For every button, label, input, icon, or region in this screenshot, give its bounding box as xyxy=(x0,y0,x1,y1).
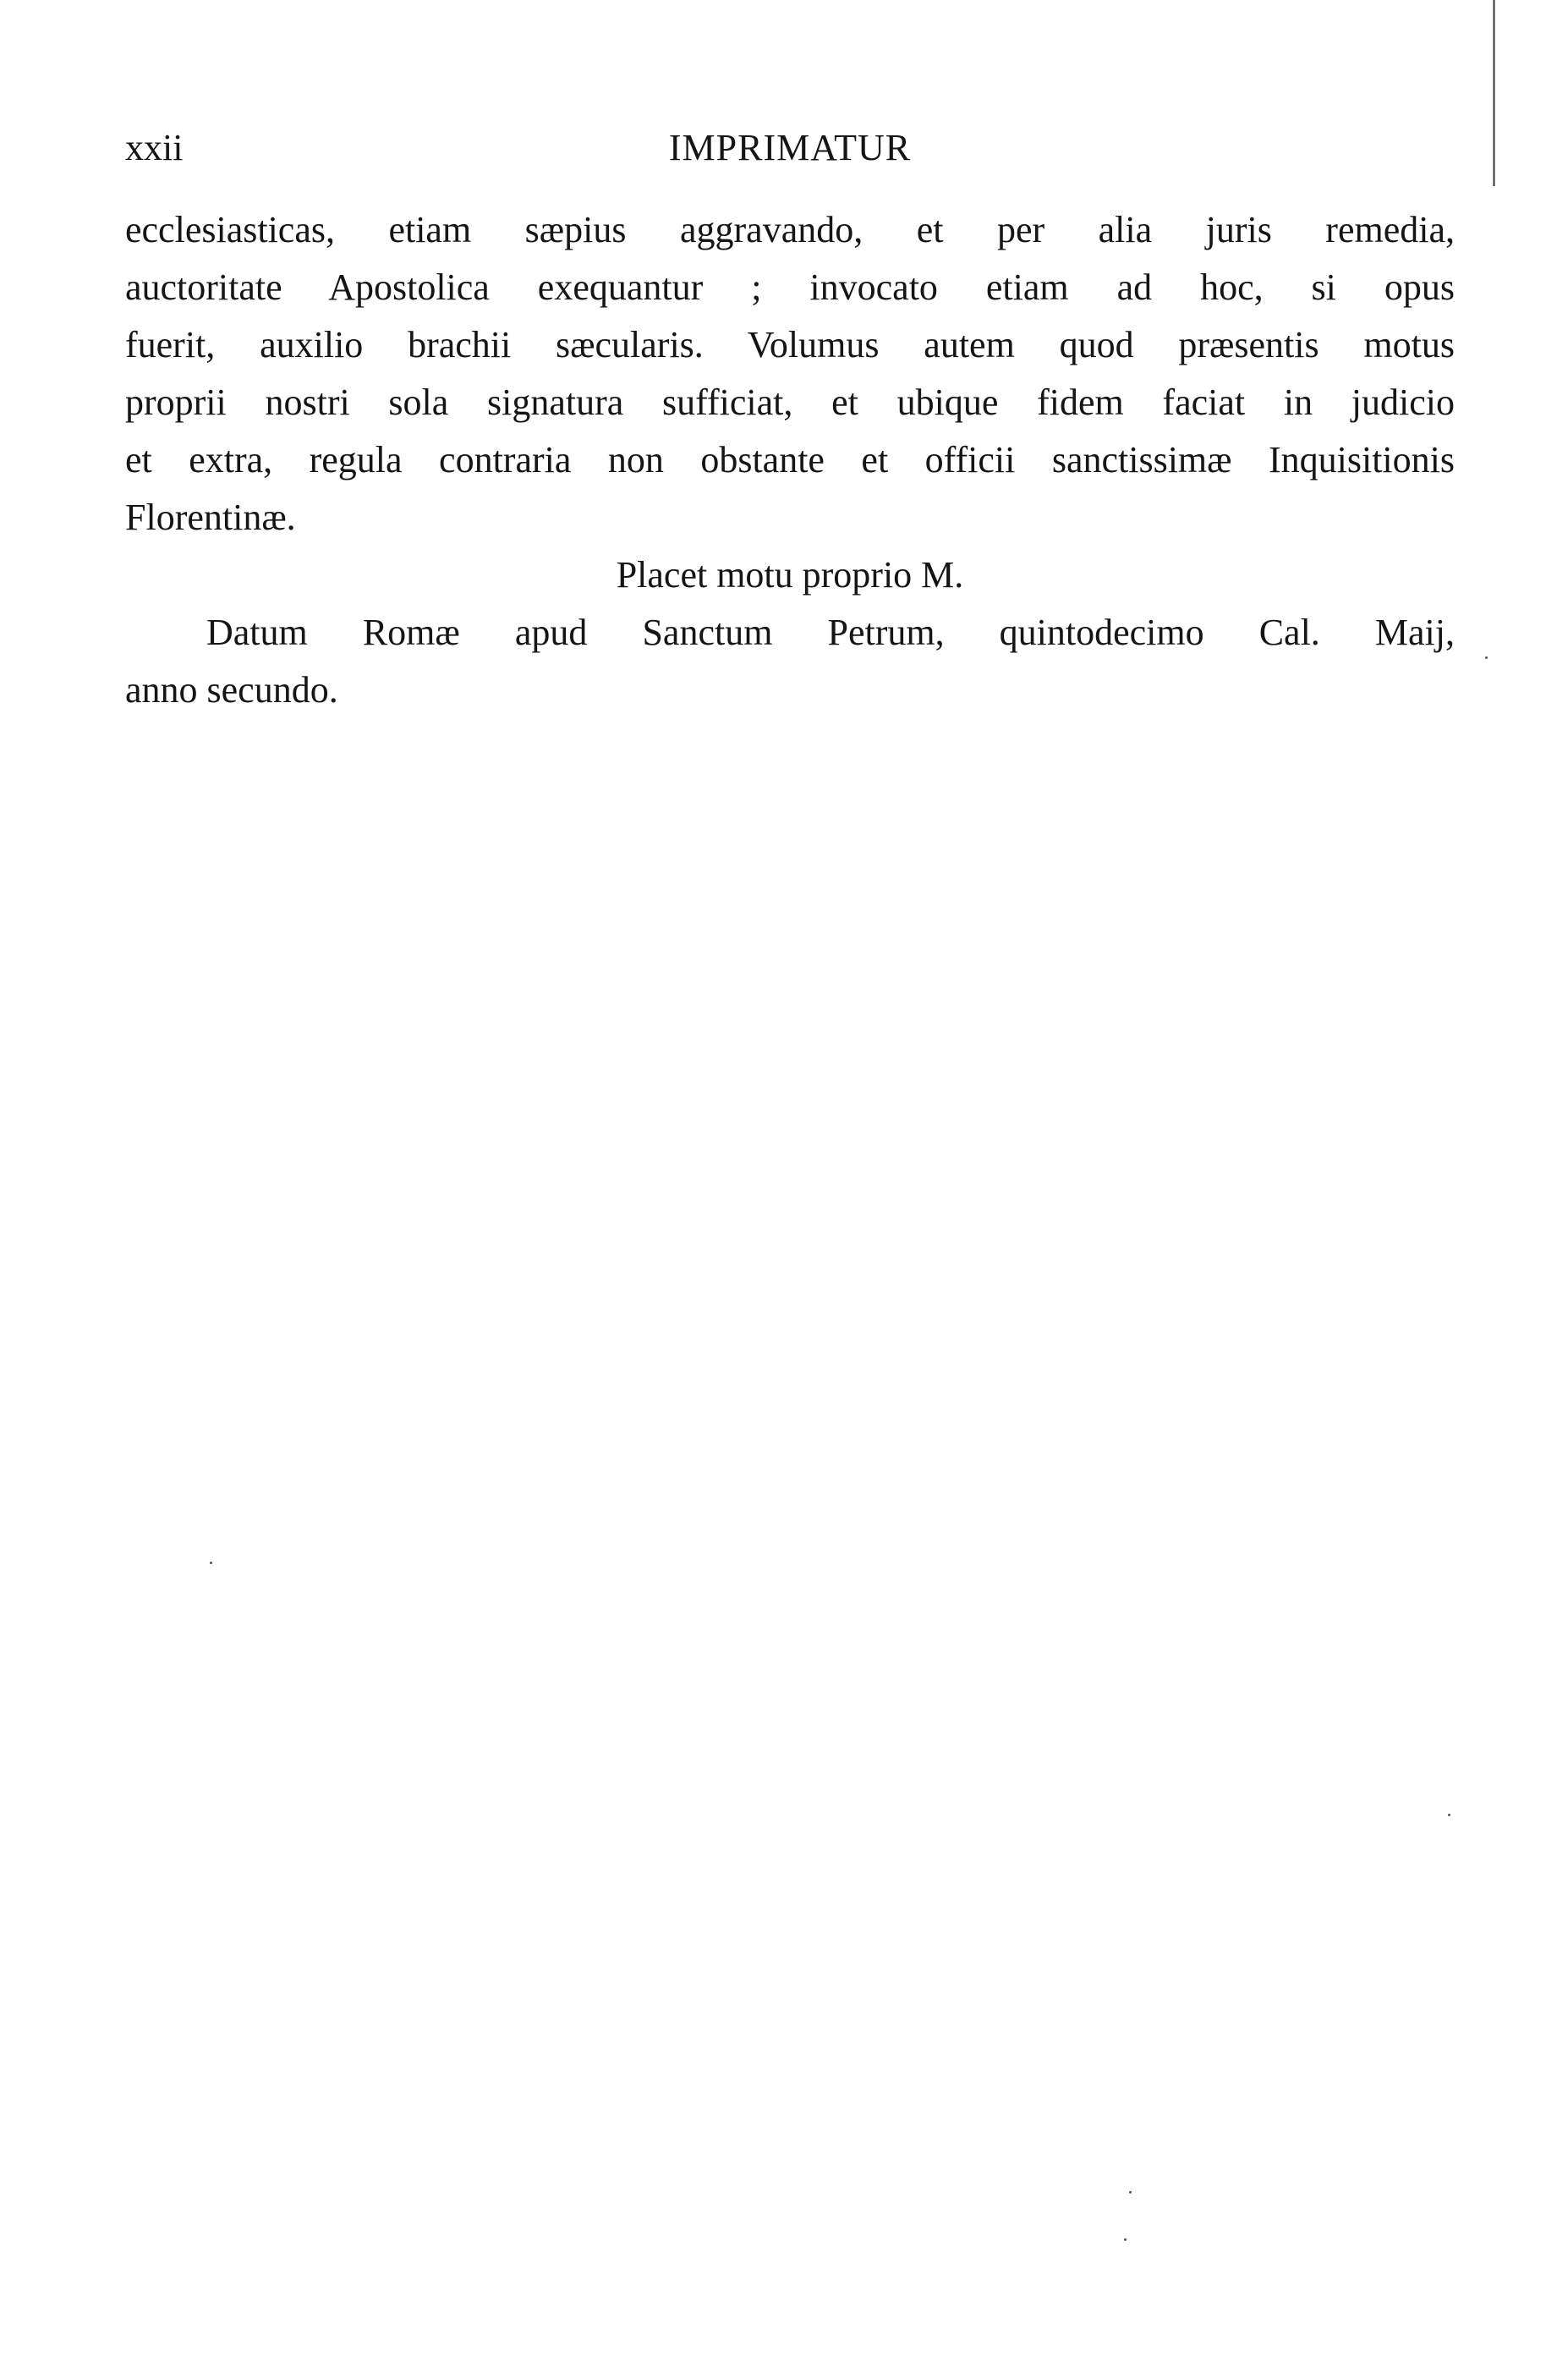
scan-speck xyxy=(1129,2191,1132,2194)
text-line: et extra, regula contraria non obstante et officii sanctissimæ Inquisitionis xyxy=(125,439,1455,480)
text-line: proprii nostri sola signatura sufficiat, et ubique fidem faciat in judicio xyxy=(125,382,1455,423)
scan-speck xyxy=(1448,1814,1450,1816)
datum-line: anno secundo. xyxy=(125,669,338,711)
running-title: IMPRIMATUR xyxy=(668,127,912,168)
page-edge-scan-mark xyxy=(1493,0,1495,186)
text-line: ecclesiasticas, etiam sæpius aggravando, et per alia juris remedia, xyxy=(125,209,1455,250)
page-number: xxii xyxy=(125,127,184,168)
scan-speck xyxy=(1124,2238,1127,2241)
running-head xyxy=(125,118,1455,178)
datum-line: Datum Romæ apud Sanctum Petrum, quintodecimo Cal. Maij, xyxy=(206,612,1455,653)
text-line: Florentinæ. xyxy=(125,497,296,538)
text-line: auctoritate Apostolica exequantur ; invocato etiam ad hoc, si opus xyxy=(125,266,1455,308)
placet-line: Placet motu proprio M. xyxy=(616,554,964,596)
scan-speck xyxy=(1485,656,1488,659)
scan-speck xyxy=(210,1562,212,1564)
text-line: fuerit, auxilio brachii sæcularis. Volumus autem quod præsentis motus xyxy=(125,324,1455,365)
body-text xyxy=(125,201,1455,719)
